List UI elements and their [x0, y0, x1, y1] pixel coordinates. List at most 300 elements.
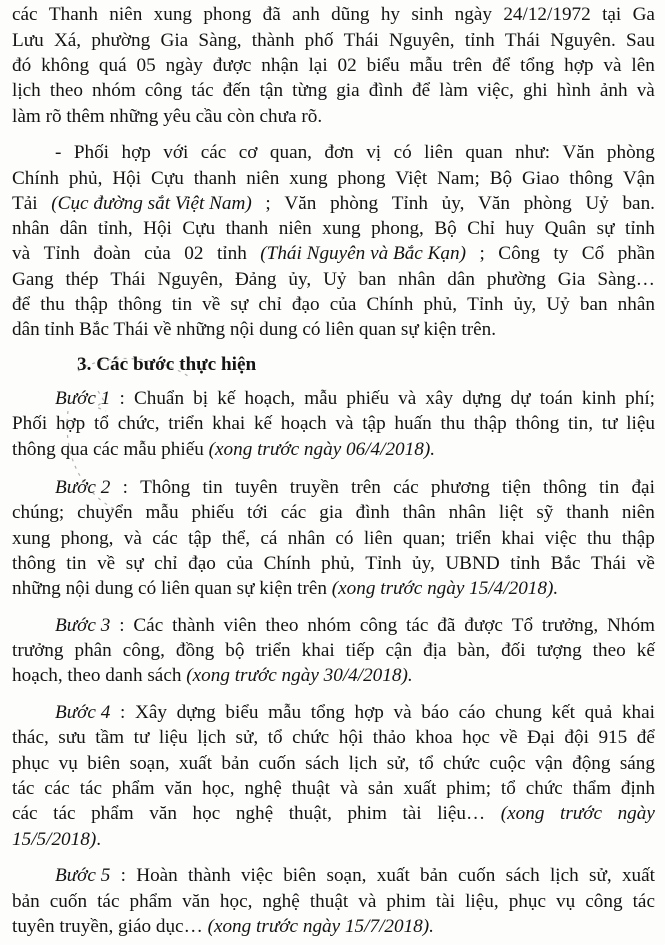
word: phường — [91, 29, 151, 51]
word: bản — [420, 865, 448, 887]
word: liệu, — [465, 890, 499, 912]
word: công — [359, 614, 398, 636]
word: Xá, — [53, 29, 82, 51]
word: chức — [443, 752, 481, 774]
word: quá — [98, 54, 127, 76]
word: thuật, — [288, 803, 332, 825]
word: sự — [230, 294, 249, 315]
word: tổ — [500, 778, 516, 800]
word: tài — [402, 803, 422, 825]
word: nhận — [261, 54, 299, 76]
section-heading: 3. Các bước thực hiện — [77, 353, 257, 375]
word: bản — [12, 890, 40, 912]
text-line — [12, 777, 655, 801]
word: về — [499, 727, 518, 749]
word: thân — [402, 502, 436, 524]
word: dân — [59, 218, 88, 240]
word: cuốn — [258, 752, 296, 774]
word: tác — [97, 890, 120, 912]
word: dựng — [176, 702, 216, 724]
word: thép — [65, 268, 99, 290]
word: : — [119, 702, 126, 724]
word: Chuẩn — [133, 387, 185, 409]
word: xuất — [403, 778, 437, 800]
word: theo — [592, 640, 626, 662]
word: động — [572, 752, 611, 774]
word: Nguyên, — [389, 29, 455, 51]
word: Tổ — [511, 614, 534, 636]
word: tác — [53, 803, 76, 825]
word: các — [280, 502, 307, 524]
word: thảo — [372, 727, 406, 749]
word: tin — [171, 294, 193, 315]
word: Sàng… — [597, 268, 655, 290]
word: để — [636, 727, 655, 749]
word: phục — [508, 890, 546, 912]
word: hội — [338, 727, 364, 749]
word: ủy, — [441, 192, 465, 214]
word: thập — [621, 527, 655, 549]
word: đình — [368, 80, 403, 102]
word: nhóm — [92, 80, 136, 102]
word: liệt — [498, 502, 524, 524]
word: vụ — [556, 890, 576, 912]
word: vận — [535, 752, 563, 774]
word: kế — [253, 413, 273, 435]
word: Nguyên. — [550, 29, 616, 51]
text-line — [12, 242, 655, 266]
word: thông — [569, 167, 613, 189]
word: huy — [505, 218, 535, 240]
word: thu — [587, 527, 612, 549]
word: Xây — [134, 702, 167, 724]
text-line — [12, 438, 655, 462]
word: Văn — [478, 192, 511, 214]
word: tuyên — [234, 476, 278, 498]
word: về — [202, 294, 221, 315]
word: liên — [363, 527, 393, 549]
word: Hội — [112, 167, 142, 189]
word: thông qua các mẫu phiếu — [12, 438, 209, 460]
word: phường — [486, 268, 546, 290]
word: hợp — [55, 413, 86, 435]
word: đã — [262, 4, 281, 26]
word: sản — [367, 778, 394, 800]
word: xung — [289, 167, 328, 189]
word: Gia — [160, 29, 189, 51]
word: theo — [265, 614, 299, 636]
word: từng — [292, 80, 328, 102]
word: trước — [559, 803, 603, 825]
word: phong — [203, 4, 252, 26]
word: về — [636, 552, 655, 574]
word: lên — [631, 54, 655, 76]
word: trưởng, — [541, 614, 599, 636]
word: và — [636, 80, 655, 102]
word: tổ — [267, 727, 283, 749]
word: xây — [425, 387, 454, 409]
word: thể, — [221, 527, 251, 549]
word: phiếu — [346, 387, 390, 409]
word: Bắc — [550, 552, 581, 574]
word: Việt — [395, 167, 428, 189]
word: đội — [564, 727, 589, 749]
word: phong — [337, 167, 386, 189]
word: mẫu — [304, 387, 338, 409]
text-line — [12, 412, 655, 436]
word: cuốn — [49, 890, 88, 912]
word: cuốn — [458, 865, 496, 887]
word: phủ, — [423, 294, 458, 315]
word: Uỷ — [323, 268, 347, 290]
word: Hoàn — [136, 865, 178, 887]
text-line — [12, 639, 655, 663]
word: chỉ — [154, 552, 178, 574]
word: và — [123, 527, 142, 549]
word: thông — [117, 294, 162, 315]
word: tỉnh, — [97, 218, 133, 240]
text-line — [55, 614, 655, 638]
word: tới — [247, 502, 268, 524]
word: kế — [636, 640, 655, 662]
word: : — [119, 387, 125, 409]
word: niên — [109, 4, 143, 26]
word: Bước 2 — [55, 476, 111, 498]
word: ghi — [523, 80, 548, 102]
word: định — [620, 778, 655, 800]
word: Đảng — [234, 268, 277, 290]
word: bị — [193, 387, 209, 409]
word: Thái — [504, 29, 541, 51]
text-line — [55, 864, 655, 888]
text-line — [12, 552, 655, 576]
word: lại — [308, 54, 328, 76]
word: đã — [437, 614, 456, 636]
word: như: — [515, 142, 551, 164]
word: tin — [598, 476, 620, 498]
word: chúng; — [12, 502, 65, 524]
word: Đại — [527, 727, 555, 749]
word: khai — [301, 640, 335, 662]
word: phong, — [60, 527, 114, 549]
word: phí; — [625, 387, 655, 409]
word: đơn — [324, 142, 354, 164]
word: nghệ — [235, 803, 274, 825]
word: Bộ — [434, 218, 457, 240]
word: triển — [455, 527, 492, 549]
word: việc — [544, 527, 577, 549]
word: soạn, — [326, 865, 367, 887]
word: huấn — [394, 413, 432, 435]
text-line — [12, 828, 655, 852]
word: các — [152, 527, 178, 549]
word: và — [339, 778, 358, 800]
text-line: làm rõ thêm những yêu cầu còn chưa rõ. — [12, 105, 323, 127]
word: dũng — [331, 4, 370, 26]
word: 24/12/1972 — [503, 4, 591, 26]
word: báo — [421, 702, 450, 724]
word: nhân — [398, 268, 436, 290]
word: ban. — [622, 192, 655, 214]
word: phòng — [330, 192, 379, 214]
word: làm — [439, 80, 469, 102]
word: Chính — [12, 167, 59, 189]
word: liệu… — [437, 803, 486, 825]
word: tuyên truyền, giáo dục… — [12, 916, 208, 937]
word: ngày — [617, 803, 655, 825]
word: nhóm — [307, 614, 352, 636]
word: tác — [79, 778, 103, 800]
word: bàn, — [457, 640, 491, 662]
word: tác — [632, 890, 655, 912]
text-line — [12, 802, 655, 826]
word: mẫu — [145, 502, 179, 524]
word: tập — [188, 527, 212, 549]
word: đạo — [291, 294, 320, 315]
word: Thái — [591, 552, 627, 574]
word: phủ, — [321, 552, 355, 574]
word: cơ — [238, 142, 258, 164]
word: : — [120, 865, 126, 887]
word: Sau — [626, 29, 655, 51]
word: Bước 1 — [55, 387, 111, 409]
word: ảnh — [599, 80, 628, 102]
word: của — [144, 243, 171, 265]
text-line — [12, 915, 655, 939]
word: thanh — [225, 218, 269, 240]
word: soạn, — [129, 752, 170, 774]
word: phòng — [523, 192, 572, 214]
word: . — [96, 828, 102, 850]
word: đình — [355, 502, 390, 524]
word: Bước 5 — [55, 865, 111, 887]
text-line: dân tỉnh Bắc Thái về những nội dung có liên quan sự kiện trên. — [12, 319, 497, 341]
word: vụ — [58, 752, 78, 774]
word: chức — [525, 778, 563, 800]
word: (xong trước ngày 06/4/2018). — [208, 438, 436, 460]
word: tác — [191, 80, 214, 102]
word: học, — [202, 778, 235, 800]
word: (Cục đường sắt Việt Nam) — [51, 192, 252, 214]
word: ; — [265, 192, 271, 214]
word: tác — [406, 614, 429, 636]
word: tổ — [418, 752, 434, 774]
word: Bước 3 — [55, 614, 111, 636]
word: tổng — [310, 702, 345, 724]
word: trên — [452, 54, 483, 76]
word: Tỉnh — [391, 192, 428, 214]
word: của — [226, 552, 254, 574]
word: hợp — [564, 54, 594, 76]
word: anh — [292, 4, 320, 26]
word: niên — [278, 218, 312, 240]
word: hy — [380, 4, 401, 26]
text-line — [12, 527, 655, 551]
word: và — [12, 243, 31, 265]
word: thành — [251, 29, 295, 51]
word: chung — [494, 702, 542, 724]
word: văn — [164, 778, 193, 800]
word: phim — [347, 803, 387, 825]
word: thành — [188, 865, 231, 887]
word: Ga — [632, 4, 655, 26]
word: để — [12, 294, 31, 315]
word: 15/5/2018) — [12, 828, 97, 850]
word: phục — [12, 752, 50, 774]
word: xuất — [621, 865, 655, 887]
word: có — [335, 527, 354, 549]
word: lịch — [348, 752, 378, 774]
word: sách — [505, 865, 540, 887]
word: ; — [479, 243, 485, 265]
word: việc — [240, 865, 273, 887]
word: kết — [551, 702, 575, 724]
word: đoàn — [93, 243, 131, 265]
word: niên — [246, 167, 280, 189]
word: dự — [510, 387, 531, 409]
word: Cổ — [581, 243, 605, 265]
word: khai — [621, 702, 655, 724]
word: chức — [292, 727, 330, 749]
text-line — [12, 54, 655, 78]
word: thông — [543, 476, 587, 498]
word: phần — [617, 243, 655, 265]
word: tư — [133, 727, 150, 749]
word: liệu — [626, 413, 655, 435]
word: và — [603, 54, 622, 76]
word: xung — [12, 527, 51, 549]
word: ủy, — [513, 294, 537, 315]
word: Bước 4 — [55, 702, 111, 724]
word: thông — [515, 413, 560, 435]
word: cáo — [458, 702, 486, 724]
word: Tỉnh — [467, 294, 504, 315]
word: tỉnh — [216, 243, 247, 265]
word: thông — [12, 552, 56, 574]
word: Thái — [110, 268, 146, 290]
word: thuật — [309, 890, 349, 912]
word: ban — [579, 294, 608, 315]
word: đạo — [188, 552, 216, 574]
word: không — [41, 54, 90, 76]
word: sự — [125, 552, 144, 574]
word: lịch — [12, 80, 41, 102]
word: UBND — [445, 552, 500, 574]
text-line — [12, 890, 655, 914]
word: Gia — [557, 268, 586, 290]
word: tại — [602, 4, 622, 26]
word: tỉnh — [625, 218, 655, 240]
word: phim; — [446, 778, 492, 800]
word: kế — [217, 387, 236, 409]
word: Phối — [73, 142, 110, 164]
word: Tỉnh — [43, 243, 80, 265]
text-line — [12, 167, 655, 191]
word: sáng — [619, 752, 655, 774]
word: gia — [336, 80, 360, 102]
word: đồng — [175, 640, 215, 662]
word: thanh — [566, 502, 609, 524]
word: khai — [501, 527, 535, 549]
word: dựng — [462, 387, 502, 409]
text-line — [12, 29, 655, 53]
word: : — [119, 614, 125, 636]
word: Vận — [622, 167, 655, 189]
word: tỉnh — [464, 29, 495, 51]
word: xung — [153, 4, 192, 26]
word: tin, — [567, 413, 594, 435]
word: 05 — [136, 54, 156, 76]
word: học — [192, 803, 221, 825]
text-line — [12, 664, 655, 688]
word: Cựu — [151, 167, 184, 189]
word: các — [12, 803, 38, 825]
word: được — [464, 614, 503, 636]
word: Nhóm — [607, 614, 655, 636]
word: đại — [631, 476, 655, 498]
word: Nguyên, — [157, 268, 224, 290]
word: hoạch, theo danh sách — [12, 665, 187, 687]
word: những nội dung có liên quan sự kiện trên — [12, 578, 332, 600]
word: viên — [223, 614, 257, 636]
word: về — [97, 552, 116, 574]
text-line — [12, 192, 655, 216]
word: công — [585, 890, 623, 912]
word: Giao — [522, 167, 560, 189]
word: quan; — [402, 527, 446, 549]
word: trưởng — [12, 640, 64, 662]
word: Hội — [143, 218, 172, 240]
word: hoạch, — [244, 387, 296, 409]
word: phủ, — [68, 167, 103, 189]
word: bộ — [225, 640, 245, 662]
text-line — [12, 217, 655, 241]
word: phiếu — [191, 502, 235, 524]
word: của — [329, 294, 357, 315]
text-line — [12, 293, 655, 317]
text-line — [12, 726, 655, 750]
word: văn — [182, 890, 210, 912]
word: Công — [498, 243, 540, 265]
text-line — [12, 501, 655, 525]
word: ngày — [454, 4, 492, 26]
text-line — [12, 268, 655, 292]
word: sự — [596, 218, 615, 240]
word: Lưu — [12, 29, 44, 51]
word: kinh — [581, 387, 616, 409]
word: triển — [168, 413, 204, 435]
word: sách — [305, 752, 340, 774]
word: Gang — [12, 268, 54, 290]
word: thành — [172, 614, 215, 636]
word: ngày — [165, 54, 203, 76]
word: học — [462, 727, 490, 749]
word: 02 — [184, 243, 204, 265]
word: biên — [283, 865, 317, 887]
text-line — [12, 79, 655, 103]
word: chuyển — [77, 502, 133, 524]
word: để — [492, 54, 511, 76]
word: nhân — [12, 218, 50, 240]
word: tin — [66, 552, 87, 574]
word: nhân — [448, 502, 486, 524]
word: tầm — [95, 727, 125, 749]
word: có — [393, 142, 412, 164]
word: mẫu — [409, 54, 443, 76]
word: lịch — [197, 727, 226, 749]
word: triển — [255, 640, 291, 662]
word: công — [144, 80, 183, 102]
